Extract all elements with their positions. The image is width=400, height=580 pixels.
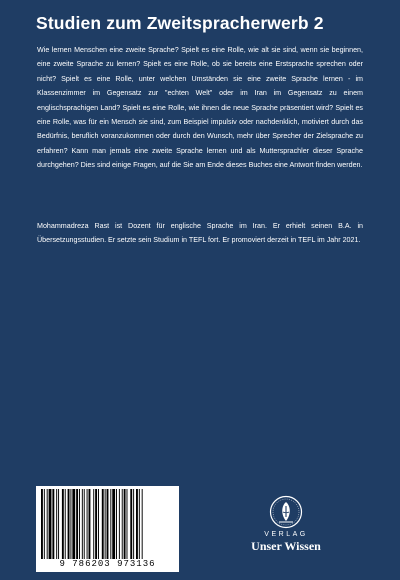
barcode-bar (93, 489, 94, 559)
barcode-bar (142, 489, 143, 559)
description: Wie lernen Menschen eine zweite Sprache? Spielt es eine Rolle, wie alt sie sind, wenn sie beginnen, eine zweite Sprache zu lernen? Spielt es eine Rolle, ob sie bereits eine Erstsprache sprechen oder nicht? Spielt es eine Rolle, unter welchen Umständen sie eine zweite Sprache lernen - im Klassenzimmer im Gegensatz zur "echten Welt" oder im Iran im Gegensatz zu einem englischsprachigen Land? Spielt es eine Rolle, wie ihnen die neue Sprache präsentiert wird? Spielt es eine Rolle, was für ein Mensch sie sind, zum Beispiel impulsiv oder nachdenklich, motiviert durch das Bedürfnis, beruflich voranzukommen oder durch den Wunsch, mehr über Sprecher der Zielsprache zu erfahren? Kann man jemals eine zweite Sprache lernen und als Muttersprachler dieser Sprache durchgehen? Dies sind einige Fragen, auf die Sie am Ende dieses Buches eine Antwort finden werden. (37, 46, 363, 170)
publisher-logo-icon (269, 495, 303, 529)
barcode-bar (44, 489, 45, 559)
barcode-bar (105, 489, 106, 559)
barcode-bar (52, 489, 54, 559)
title: Studien zum Zweitspracherwerb 2 (36, 13, 324, 33)
barcode-bar (98, 489, 99, 559)
barcode-bar (56, 489, 57, 559)
publisher-tagline: VERLAG (264, 531, 308, 538)
barcode-bar (127, 489, 128, 559)
barcode-bar (49, 489, 52, 559)
barcode-bar (84, 489, 85, 559)
barcode-bar (76, 489, 78, 559)
author-bio: Mohammadreza Rast ist Dozent für englische Sprache im Iran. Er erhielt seinen B.A. in Übersetzungsstudien. Er setzte sein Studium in TEFL fort. Er promoviert derzeit in TEFL im Jahr 2021. (37, 222, 363, 245)
barcode-bar (70, 489, 71, 559)
barcode-bar (122, 489, 123, 559)
barcode-bar (41, 489, 43, 559)
barcode-bar (58, 489, 59, 559)
barcode-bar (47, 489, 48, 559)
barcode-bar (62, 489, 64, 559)
barcode-bar (139, 489, 140, 559)
barcode-bar (112, 489, 115, 559)
barcode-bar (119, 489, 120, 559)
barcode-bar (95, 489, 97, 559)
barcode-bar (136, 489, 138, 559)
publisher (238, 495, 334, 565)
barcode-bar (116, 489, 117, 559)
barcode (36, 486, 179, 572)
publisher-name: Unser Wissen (251, 539, 321, 553)
barcode-bar (124, 489, 126, 559)
barcode-bar (68, 489, 70, 559)
barcode-bar (79, 489, 80, 559)
barcode-bar (107, 489, 109, 559)
barcode-bar (110, 489, 111, 559)
barcode-bar (82, 489, 83, 559)
barcode-bar (102, 489, 104, 559)
isbn-digits: 9 786203 973136 (59, 559, 156, 569)
barcode-bar (72, 489, 75, 559)
barcode-bars (39, 489, 176, 559)
barcode-bar (87, 489, 88, 559)
barcode-bar (133, 489, 134, 559)
barcode-bar (89, 489, 91, 559)
barcode-bar (65, 489, 66, 559)
barcode-bar (130, 489, 132, 559)
